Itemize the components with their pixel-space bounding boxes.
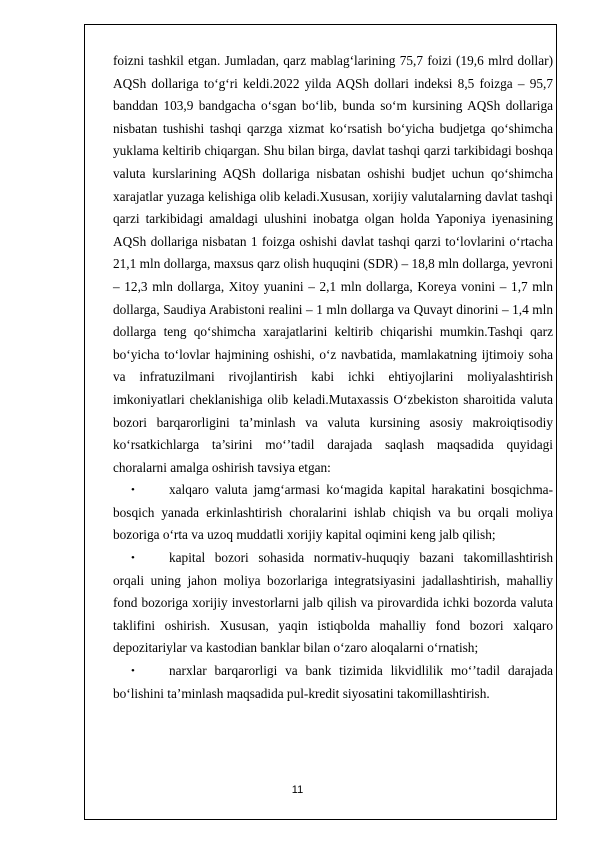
intro-paragraph: foizni tashkil etgan. Jumladan, qarz mablag‘larining 75,7 foizi (19,6 mlrd dollar) AQSh dollariga to‘g‘ri keldi.2022 yilda AQSh dollari indeksi 8,5 foizga – 95,7 banddan 103,9 bandgacha o‘sgan bo‘lib, bunda so‘m kursining AQSh dollariga nisbatan tushishi tashqi qarzga xizmat ko‘rsatish bo‘yicha budjetga qo‘shimcha yuklama keltirib chiqargan. Shu bilan birga, davlat tashqi qarzi tarkibidagi boshqa valuta kurslarining AQSh dollariga nisbatan oshishi budjet uchun qo‘shimcha xarajatlar yuzaga kelishiga olib keladi.Xususan, xorijiy valutalarning davlat tashqi qarzi tarkibidagi amaldagi ulushini inobatga olgan holda Yaponiya iyenasining AQSh dollariga nisbatan 1 foizga oshishi davlat tashqi qarzi to‘lovlarini o‘rtacha 21,1 mln dollarga, maxsus qarz olish huquqini (SDR) – 18,8 mln dollarga, yevroni – 12,3 mln dollarga, Xitoy yuanini – 2,1 mln dollarga, Koreya vonini – 1,7 mln dollarga, Saudiya Arabistoni realini – 1 mln dollarga va Quvayt dinorini – 1,4 mln dollarga teng qo‘shimcha xarajatlarini keltirib chiqarishi mumkin.Tashqi qarz bo‘yicha to‘lovlar hajmining oshishi, o‘z navbatida, mamlakatning ijtimoiy soha va infratuzilmani rivojlantirish kabi ichki ehtiyojlarini moliyalashtirish imkoniyatlari cheklanishiga olib keladi.Mutaxassis O‘zbekiston sharoitida valuta bozori barqarorligini ta’minlash va valuta kursining asosiy makroiqtisodiy ko‘rsatkichlarga ta’sirini mo‘’tadil darajada saqlash maqsadida quyidagi choralarni amalga oshirish tavsiya etgan: (113, 53, 553, 475)
bullet-icon: • (131, 552, 135, 565)
list-item (113, 547, 553, 660)
page-number: 11 (291, 784, 304, 796)
list-item (113, 479, 553, 547)
list-item-text: narxlar barqarorligi va bank tizimida likvidlilik mo‘’tadil darajada bo‘lishini ta’minlash maqsadida pul-kredit siyosatini takomillashtirish. (113, 663, 553, 701)
document-body (113, 50, 553, 705)
bullet-icon: • (131, 484, 135, 497)
bullet-icon: • (131, 665, 135, 678)
list-item (113, 660, 553, 705)
list-item-text: kapital bozori sohasida normativ-huquqiy bazani takomillashtirish orqali uning jahon moliya bozorlariga integratsiyasini jadallashtirish, mahalliy fond bozoriga xorijiy investorlarni jalb qilish va pirovardida ichki bozorda valuta taklifini oshirish. Xususan, yaqin istiqbolda mahalliy fond bozori xalqaro depozitariylar va kastodian banklar bilan o‘zaro aloqalarni o‘rnatish; (113, 550, 553, 656)
list-item-text: xalqaro valuta jamg‘armasi ko‘magida kapital harakatini bosqichma-bosqich yanada erkinlashtirish choralarini ishlab chiqish va bu orqali moliya bozoriga o‘rta va uzoq muddatli xorijiy kapital oqimini keng jalb qilish; (113, 482, 553, 543)
